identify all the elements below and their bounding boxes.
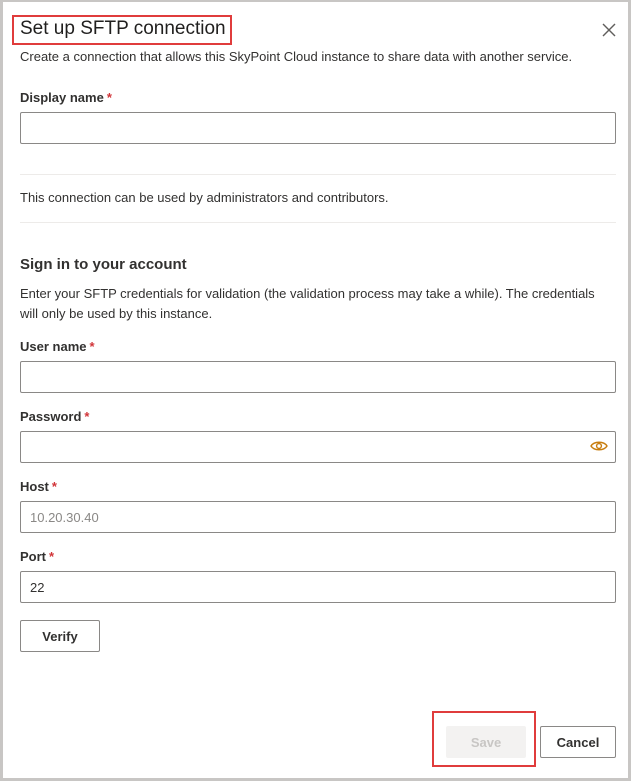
display-name-label <box>20 90 112 106</box>
required-mark: * <box>49 549 55 564</box>
port-input[interactable] <box>20 571 616 603</box>
host-input[interactable] <box>20 501 616 533</box>
host-label <box>20 479 57 495</box>
cancel-button[interactable]: Cancel <box>540 726 616 758</box>
divider <box>20 174 616 175</box>
verify-button[interactable]: Verify <box>20 620 100 652</box>
host-label-text: Host <box>20 479 49 494</box>
port-label-text: Port <box>20 549 46 564</box>
close-icon[interactable] <box>600 21 618 39</box>
display-name-label-text: Display name <box>20 90 104 105</box>
password-label-text: Password <box>20 409 82 424</box>
dialog-subtitle: Create a connection that allows this SkyPoint Cloud instance to share data with another service. <box>20 49 573 64</box>
divider <box>20 222 616 223</box>
password-label <box>20 409 89 425</box>
user-name-label-text: User name <box>20 339 87 354</box>
eye-icon[interactable] <box>590 439 608 453</box>
password-input[interactable] <box>20 431 616 463</box>
sign-in-title: Sign in to your account <box>20 256 187 273</box>
required-mark: * <box>51 479 57 494</box>
required-mark: * <box>106 90 112 105</box>
display-name-input[interactable] <box>20 112 616 144</box>
port-label <box>20 549 54 565</box>
sign-in-description: Enter your SFTP credentials for validation (the validation process may take a while). The credentials will only be used by this instance. <box>20 286 595 321</box>
save-button[interactable]: Save <box>446 726 526 758</box>
access-note: This connection can be used by administrators and contributors. <box>20 190 389 205</box>
user-name-input[interactable] <box>20 361 616 393</box>
user-name-label <box>20 339 95 355</box>
required-mark: * <box>89 339 95 354</box>
required-mark: * <box>84 409 90 424</box>
dialog-title: Set up SFTP connection <box>20 18 226 39</box>
